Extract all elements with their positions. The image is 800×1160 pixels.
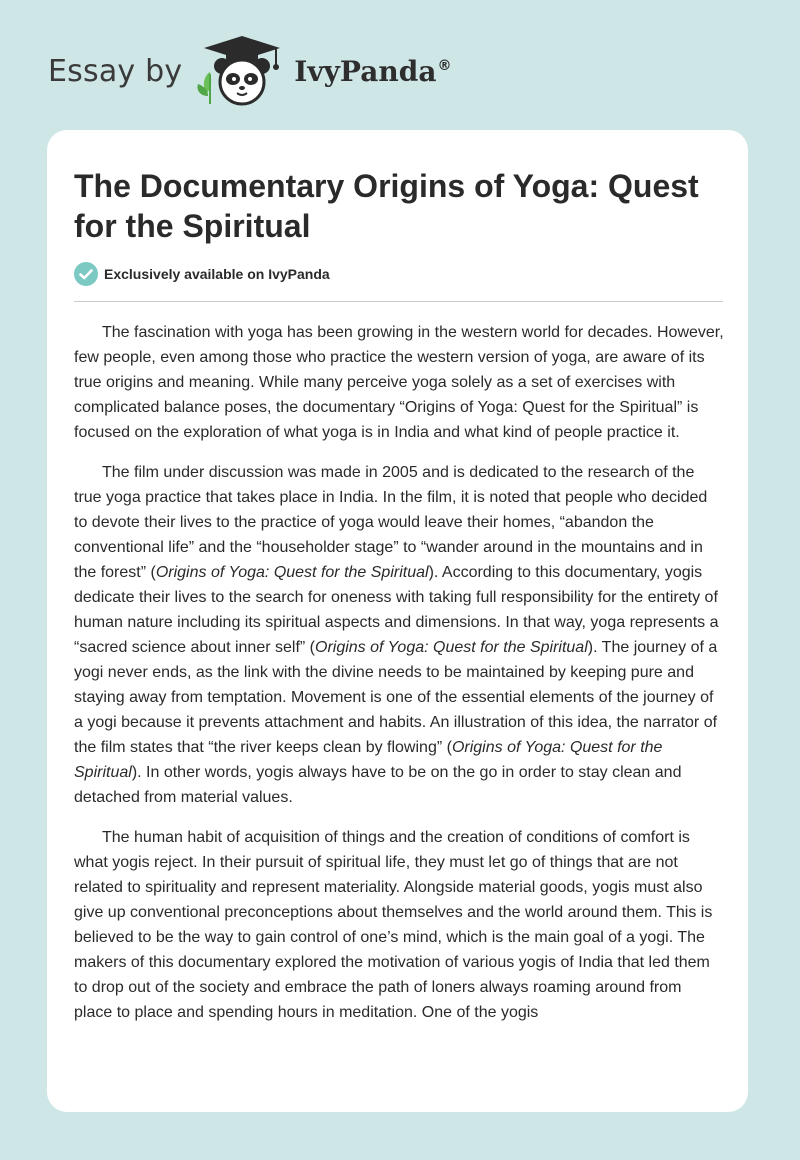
panda-logo-icon <box>196 34 288 108</box>
text-run: The fascination with yoga has been growing in the western world for decades. However, few people, even among those who practice the western version of yoga, are aware of its true origins and meaning. While many perceive yoga solely as a set of exercises with complicated balance poses, the documentary “Origins of Yoga: Quest for the Spiritual” is focused on the exploration of what yoga is in India and what kind of people practice it. <box>74 324 724 441</box>
text-run: ). In other words, yogis always have to be on the go in order to stay clean and detached from material values. <box>74 764 682 806</box>
brand-name: IvyPanda® <box>294 54 452 88</box>
film-title-citation: Origins of Yoga: Quest for the Spiritual <box>74 739 663 781</box>
text-run: The film under discussion was made in 2005 and is dedicated to the research of the true yoga practice that takes place in India. In the film, it is noted that people who decided to devote their lives to the practice of yoga would leave their homes, “abandon the conventional life” and the “householder stage” to “wander around in the mountains and in the forest” ( <box>74 464 708 581</box>
exclusive-badge <box>74 262 330 286</box>
text-run: ). According to this documentary, yogis dedicate their lives to the search for oneness with taking full responsibility for the entirety of human nature including its spiritual aspects and dimensions. In that way, yoga represents a “sacred science about inner self” ( <box>74 564 719 656</box>
registered-mark: ® <box>437 58 452 75</box>
brand-header[interactable] <box>48 34 451 108</box>
essay-title: The Documentary Origins of Yoga: Quest for the Spiritual <box>74 168 699 244</box>
essay-paragraph <box>74 460 724 810</box>
essay-paragraph <box>74 320 724 445</box>
film-title-citation: Origins of Yoga: Quest for the Spiritual <box>155 564 429 581</box>
essay-paragraph <box>74 825 724 1025</box>
divider <box>74 301 723 302</box>
text-run: The human habit of acquisition of things and the creation of conditions of comfort is what yogis reject. In their pursuit of spiritual life, they must let go of things that are not related to spirituality and represent materiality. Alongside material goods, yogis must also give up conventional preconceptions about themselves and the world around them. This is believed to be the way to gain control of one’s mind, which is the main goal of a yogi. The makers of this documentary explored the motivation of various yogis of India that led them to drop out of the society and embrace the path of loners always roaming around from place to place and spending hours in meditation. One of the yogis <box>74 829 713 1021</box>
brand-prefix: Essay by <box>48 53 183 89</box>
text-run: ). The journey of a yogi never ends, as the link with the divine needs to be maintained by keeping pure and staying away from temptation. Movement is one of the essential elements of the journey of a yogi because it prevents attachment and habits. An illustration of this idea, the narrator of the film states that “the river keeps clean by flowing” ( <box>74 639 718 756</box>
check-circle-icon <box>74 262 98 286</box>
film-title-citation: Origins of Yoga: Quest for the Spiritual <box>315 639 588 656</box>
essay-body <box>74 320 724 1040</box>
exclusive-badge-label: Exclusively available on IvyPanda <box>104 266 330 282</box>
essay-card <box>47 130 748 1112</box>
